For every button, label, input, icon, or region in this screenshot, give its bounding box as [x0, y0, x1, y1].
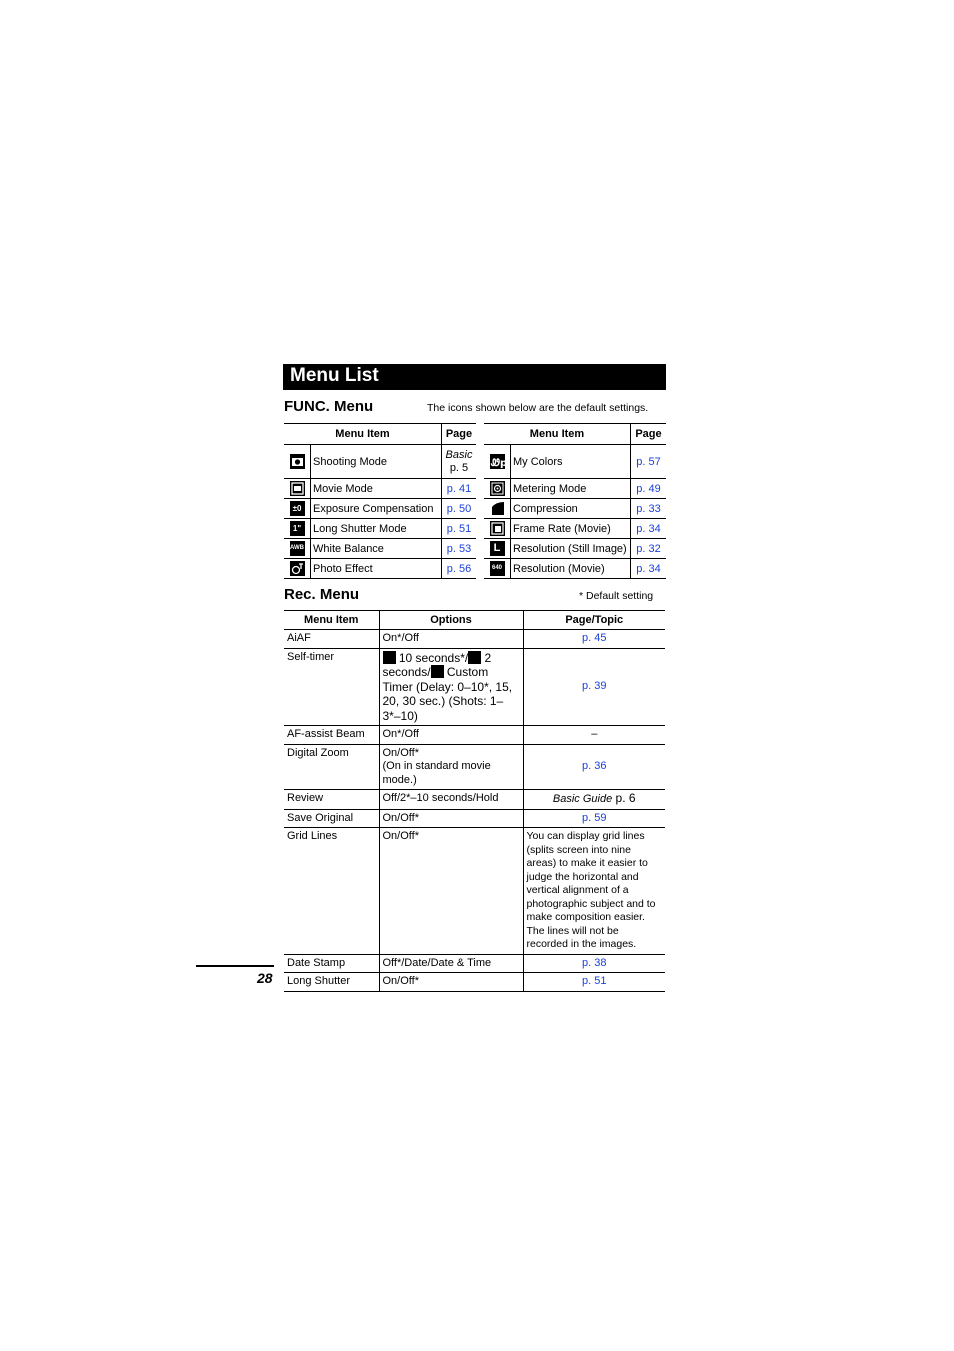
row-options-self-timer [379, 648, 523, 726]
func-menu-table-left [284, 423, 476, 579]
long-shutter-icon: 1" [290, 521, 305, 536]
table-row-icon-cell [484, 559, 511, 579]
col-header-page-topic: Page/Topic [523, 611, 665, 630]
photo-effect-icon [290, 561, 305, 576]
self-timer-option-2s: 2 seconds/ [382, 650, 492, 679]
menu-item-white-balance: White Balance [311, 539, 442, 559]
page-title-bar [283, 364, 666, 390]
review-page: p. 6 [612, 791, 636, 805]
page-link-resolution-movie[interactable]: p. 34 [636, 562, 661, 575]
col-header-menu-item: Menu Item [484, 424, 631, 445]
row-item-grid-lines: Grid Lines [284, 828, 379, 955]
page-link-digital-zoom[interactable]: p. 36 [582, 760, 607, 772]
exposure-compensation-icon: ±0 [290, 501, 305, 516]
menu-item-compression: Compression [511, 499, 631, 519]
menu-item-shooting-mode: Shooting Mode [311, 445, 442, 479]
menu-item-exposure-compensation: Exposure Compensation [311, 499, 442, 519]
shooting-mode-icon [290, 454, 305, 469]
page-link-exposure-compensation[interactable]: p. 50 [446, 502, 472, 515]
row-item-date-stamp: Date Stamp [284, 954, 379, 973]
menu-item-long-shutter-mode: Long Shutter Mode [311, 519, 442, 539]
page-link-compression[interactable]: p. 33 [636, 502, 661, 515]
page-title: Menu List [290, 365, 379, 386]
page-number: 28 [257, 970, 273, 986]
col-header-page: Page [631, 424, 667, 445]
menu-item-movie-mode: Movie Mode [311, 479, 442, 499]
menu-item-resolution-still: Resolution (Still Image) [511, 539, 631, 559]
page-ref-shooting-mode: p. 5 [449, 461, 469, 474]
col-header-menu-item: Menu Item [284, 611, 379, 630]
self-timer-option-10s: 10 seconds*/ [395, 650, 469, 665]
row-item-long-shutter: Long Shutter [284, 973, 379, 992]
self-timer-option-custom: Custom Timer (Delay: 0–10*, 15, 20, 30 sec.) (Shots: 1–3*–10) [382, 665, 513, 723]
metering-mode-icon [490, 481, 505, 496]
page-link-movie-mode[interactable]: p. 41 [446, 482, 472, 495]
table-row-icon-cell [484, 499, 511, 519]
menu-item-frame-rate: Frame Rate (Movie) [511, 519, 631, 539]
footer-rule [196, 965, 274, 967]
page-link-my-colors[interactable]: p. 57 [636, 455, 661, 468]
menu-item-my-colors: My Colors [511, 445, 631, 479]
col-header-options: Options [379, 611, 523, 630]
table-row-icon-cell [284, 539, 311, 559]
row-options-digital-zoom [379, 744, 523, 790]
row-page-review [523, 790, 665, 810]
table-row [284, 954, 665, 973]
row-page-af-assist: – [523, 726, 665, 745]
page-link-metering-mode[interactable]: p. 49 [636, 482, 661, 495]
row-item-save-original: Save Original [284, 809, 379, 828]
table-row [284, 790, 665, 810]
table-row [284, 744, 665, 790]
page-link-white-balance[interactable]: p. 53 [446, 542, 472, 555]
my-colors-icon [490, 454, 505, 469]
row-options-save-original: On/Off* [379, 809, 523, 828]
self-timer-2s-icon [468, 651, 481, 664]
table-row-icon-cell [284, 445, 311, 479]
row-item-digital-zoom: Digital Zoom [284, 744, 379, 790]
table-row-icon-cell [484, 519, 511, 539]
digital-zoom-note: (On in standard movie mode.) [382, 760, 491, 786]
table-row [284, 828, 665, 955]
row-item-self-timer: Self-timer [284, 648, 379, 726]
svg-text:Ꮺp: Ꮺp [490, 458, 507, 469]
page-ref-basic: Basic [445, 448, 473, 461]
rec-menu-title: Rec. Menu [284, 586, 360, 603]
page-ref-cell [442, 445, 477, 479]
table-row-icon-cell [284, 499, 311, 519]
review-basic-guide: Basic Guide [552, 793, 613, 805]
func-menu-title: FUNC. Menu [284, 398, 374, 415]
page-link-date-stamp[interactable]: p. 38 [582, 956, 607, 969]
rec-menu-note: * Default setting [579, 590, 654, 602]
compression-icon [490, 501, 505, 516]
table-row [284, 809, 665, 828]
table-row-icon-cell [284, 479, 311, 499]
custom-timer-icon [431, 665, 444, 678]
col-header-page: Page [442, 424, 477, 445]
func-menu-note: The icons shown below are the default settings. [427, 402, 649, 414]
white-balance-icon: AWB [290, 541, 305, 556]
row-options-long-shutter: On/Off* [379, 973, 523, 992]
func-menu-table-right [484, 423, 666, 579]
menu-item-photo-effect: Photo Effect [311, 559, 442, 579]
menu-item-metering-mode: Metering Mode [511, 479, 631, 499]
row-item-aiaf: AiAF [284, 630, 379, 649]
row-item-review: Review [284, 790, 379, 810]
table-row [284, 973, 665, 992]
movie-mode-icon [290, 481, 305, 496]
self-timer-10s-icon [383, 651, 396, 664]
resolution-movie-icon: 640 [490, 561, 505, 576]
row-options-af-assist: On*/Off [379, 726, 523, 745]
page-link-photo-effect[interactable]: p. 56 [446, 562, 472, 575]
frame-rate-icon [490, 521, 505, 536]
page-link-resolution-still[interactable]: p. 32 [636, 542, 661, 555]
table-row [284, 648, 665, 726]
page-link-long-shutter[interactable]: p. 51 [582, 975, 607, 987]
page-link-frame-rate[interactable]: p. 34 [636, 522, 661, 535]
row-options-grid-lines: On/Off* [379, 828, 523, 955]
page-link-aiaf[interactable]: p. 45 [582, 632, 607, 644]
row-options-date-stamp: Off*/Date/Date & Time [379, 954, 523, 973]
menu-item-resolution-movie: Resolution (Movie) [511, 559, 631, 579]
table-row [284, 630, 665, 649]
rec-menu-table [284, 610, 665, 992]
table-row-icon-cell [484, 539, 511, 559]
digital-zoom-option: On/Off* [382, 746, 419, 759]
resolution-still-icon: L [490, 541, 505, 556]
row-options-aiaf: On*/Off [379, 630, 523, 649]
page-link-save-original[interactable]: p. 59 [582, 811, 607, 824]
row-item-af-assist: AF-assist Beam [284, 726, 379, 745]
row-description-grid-lines: You can display grid lines (splits screen into nine areas) to make it easier to judge the horizontal and vertical alignment of a photographic subject and to make composition easier. The lines will not be recorded in the images. [523, 828, 665, 955]
table-row-icon-cell [284, 519, 311, 539]
table-row [284, 726, 665, 745]
row-options-review: Off/2*–10 seconds/Hold [379, 790, 523, 810]
table-row-icon-cell [484, 479, 511, 499]
page-link-long-shutter-mode[interactable]: p. 51 [446, 522, 472, 535]
col-header-menu-item: Menu Item [284, 424, 442, 445]
table-row-icon-cell [484, 445, 511, 479]
table-row-icon-cell [284, 559, 311, 579]
page-link-self-timer[interactable]: p. 39 [582, 680, 607, 692]
